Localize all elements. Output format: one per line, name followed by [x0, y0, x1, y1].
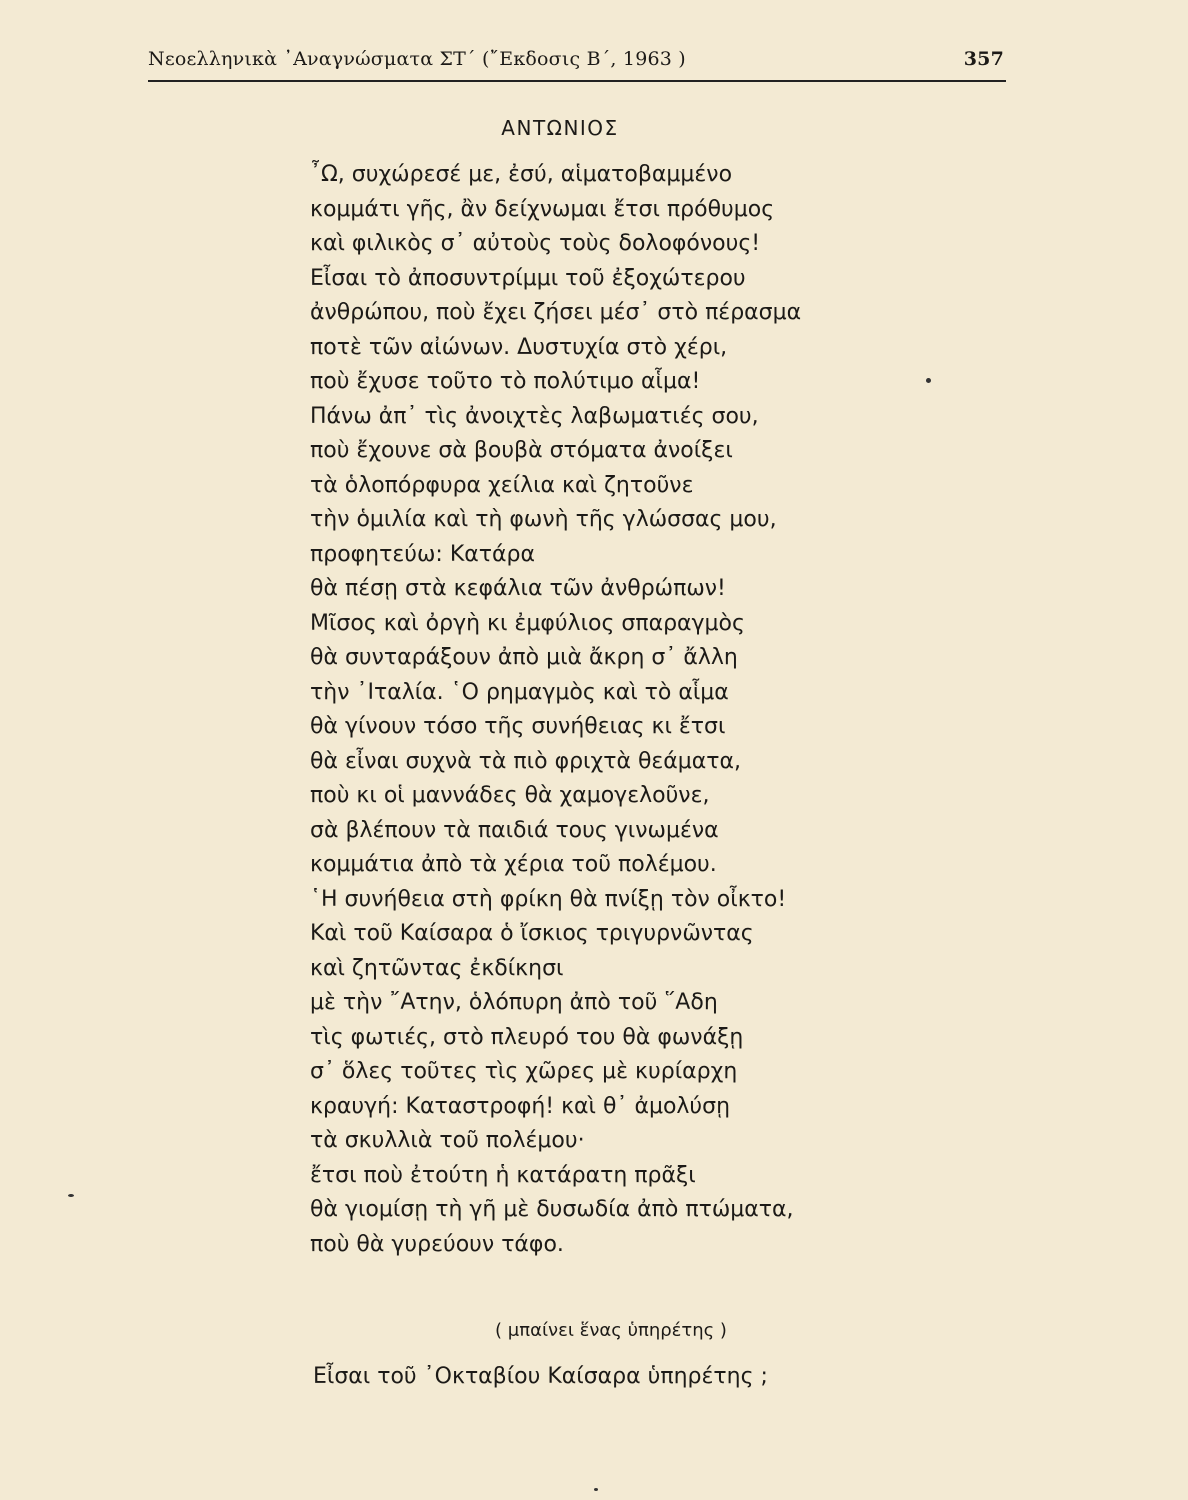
closing-verse-line: Εἶσαι τοῦ ᾿Οκταβίου Καίσαρα ὑπηρέτης ; [313, 1364, 768, 1389]
verse-line: ποτὲ τῶν αἰώνων. Δυστυχία στὸ χέρι, [310, 334, 728, 360]
verse-line: Καὶ τοῦ Καίσαρα ὁ ἴσκιος τριγυρνῶντας [310, 921, 754, 946]
header-rule [148, 80, 1006, 82]
verse-line: τὴν ᾿Ιταλία. ῾Ο ρημαγμὸς καὶ τὸ αἷμα [310, 679, 729, 705]
verse-line: ῾Η συνήθεια στὴ φρίκη θὰ πνίξῃ τὸν οἶκτο! [310, 886, 787, 912]
verse-line: θὰ εἶναι συχνὰ τὰ πιὸ φριχτὰ θεάματα, [310, 748, 742, 774]
verse-line: ἀνθρώπου, ποὺ ἔχει ζήσει μέσ᾿ στὸ πέρασμα [310, 300, 802, 325]
verse-line: θὰ πέσῃ στὰ κεφάλια τῶν ἀνθρώπων! [310, 576, 726, 601]
verse-line: ποὺ ἔχουνε σὰ βουβὰ στόματα ἀνοίξει [310, 438, 733, 463]
print-speck [68, 1194, 74, 1197]
verse-line: κομμάτι γῆς, ἂν δείχνωμαι ἔτσι πρόθυμος [310, 196, 775, 222]
verse-line: θὰ συνταράξουν ἀπὸ μιὰ ἄκρη σ᾿ ἄλλη [310, 645, 738, 670]
speaker-name: ΑΝΤΩΝΙΟΣ [501, 116, 619, 140]
verse-line: Μῖσος καὶ ὀργὴ κι ἐμφύλιος σπαραγμὸς [310, 610, 745, 636]
verse-line: μὲ τὴν ῎Ατην, ὁλόπυρη ἀπὸ τοῦ ῞Αδη [310, 990, 718, 1015]
verse-line: τὰ ὁλοπόρφυρα χείλια καὶ ζητοῦνε [310, 472, 694, 498]
running-head [148, 44, 1008, 78]
verse-line: τὴν ὁμιλία καὶ τὴ φωνὴ τῆς γλώσσας μου, [310, 507, 777, 532]
print-speck [594, 1488, 598, 1491]
verse-line: σ᾿ ὅλες τοῦτες τὶς χῶρες μὲ κυρίαρχη [310, 1059, 738, 1084]
verse-line: σὰ βλέπουν τὰ παιδιά τους γινωμένα [310, 817, 719, 843]
verse-line: τὶς φωτιές, στὸ πλευρό του θὰ φωνάξῃ [310, 1024, 744, 1050]
page-number: 357 [963, 48, 1004, 70]
verse-line: ποὺ ἔχυσε τοῦτο τὸ πολύτιμο αἷμα! [310, 369, 701, 394]
verse-line: ποὺ κι οἱ μαννάδες θὰ χαμογελοῦνε, [310, 783, 710, 808]
verse-line: ῏Ω, συχώρεσέ με, ἐσύ, αἱματοβαμμένο [310, 162, 733, 187]
verse-line: τὰ σκυλλιὰ τοῦ πολέμου· [310, 1128, 585, 1153]
verse-line: κραυγή: Καταστροφή! καὶ θ᾿ ἀμολύσῃ [310, 1093, 731, 1119]
verse-block [310, 158, 930, 1262]
verse-line: Πάνω ἀπ᾿ τὶς ἀνοιχτὲς λαβωματιές σου, [310, 403, 759, 429]
print-speck [926, 378, 931, 383]
verse-line: θὰ γίνουν τόσο τῆς συνήθειας κι ἔτσι [310, 714, 726, 739]
verse-line: ἔτσι ποὺ ἐτούτη ἡ κατάρατη πρᾶξι [310, 1162, 696, 1188]
stage-direction: ( μπαίνει ἕνας ὑπηρέτης ) [495, 1320, 727, 1341]
verse-line: καὶ φιλικὸς σ᾿ αὐτοὺς τοὺς δολοφόνους! [310, 231, 761, 256]
verse-line: Εἶσαι τὸ ἀποσυντρίμμι τοῦ ἐξοχώτερου [310, 265, 746, 291]
verse-line: προφητεύω: Κατάρα [310, 541, 535, 567]
running-head-title: Νεοελληνικὰ ᾿Αναγνώσματα ΣΤ΄ (῎Εκδοσις Β΄, 1963 ) [148, 48, 686, 70]
verse-line: θὰ γιομίσῃ τὴ γῆ μὲ δυσωδία ἀπὸ πτώματα, [310, 1197, 794, 1222]
verse-line: ποὺ θὰ γυρεύουν τάφο. [310, 1231, 564, 1257]
verse-line: κομμάτια ἀπὸ τὰ χέρια τοῦ πολέμου. [310, 852, 717, 877]
verse-line: καὶ ζητῶντας ἐκδίκησι [310, 955, 564, 981]
